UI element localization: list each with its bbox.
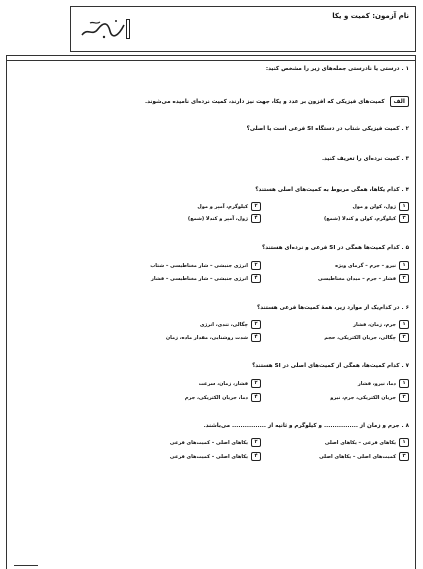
q5-option-3[interactable] <box>318 274 409 283</box>
q8-option-4[interactable] <box>170 452 261 461</box>
option-text: دما، جریان الکتریکی، جرم <box>184 395 248 401</box>
question-1-part-a <box>145 96 409 107</box>
option-number: ۴ <box>251 274 261 283</box>
part-a-label: الف <box>390 96 409 107</box>
option-text: ژول، آمپر و کندلا (شمع) <box>187 216 248 222</box>
content-inner-top-border <box>6 60 416 61</box>
question-7-text: کدام کمیت‌ها، همگی از کمیت‌های اصلی در SI هستند؟ <box>252 363 400 369</box>
brand-logo <box>80 17 132 41</box>
option-number: ۴ <box>251 333 261 342</box>
question-1-number: ۱ . <box>401 66 409 72</box>
option-number: ۳ <box>399 274 409 283</box>
option-text: یکاهای فرعی – یکاهای اصلی <box>324 440 396 446</box>
option-text: فشار – جرم – میدان مغناطیسی <box>318 276 396 282</box>
option-text: چگالی، جریان الکتریکی، حجم <box>324 335 396 341</box>
q7-option-4[interactable] <box>185 393 261 402</box>
q5-option-4[interactable] <box>151 274 261 283</box>
q7-option-1[interactable] <box>358 379 409 388</box>
q5-option-1[interactable] <box>335 261 409 270</box>
option-text: چگالی، تندی، انرژی <box>199 322 248 328</box>
option-text: یکاهای اصلی – کمیت‌های فرعی <box>169 454 248 460</box>
part-a-text: کمیت‌های فیزیکی که افزون بر عدد و یکا، جهت نیز دارند، کمیت نرده‌ای نامیده می‌شوند. <box>145 99 385 105</box>
content-right-border <box>415 55 416 569</box>
option-number: ۴ <box>251 452 261 461</box>
option-number: ۱ <box>399 320 409 329</box>
q4-option-3[interactable] <box>324 214 409 223</box>
option-text: کیلوگرم، آمپر و مول <box>197 204 248 210</box>
question-5 <box>262 245 409 251</box>
question-7-number: ۷ . <box>401 363 409 369</box>
question-6-number: ۶ . <box>401 305 409 311</box>
question-1-text: درستی یا نادرستی جمله‌های زیر را مشخص کنید: <box>265 66 400 72</box>
q8-option-1[interactable] <box>325 438 409 447</box>
option-number: ۲ <box>251 379 261 388</box>
question-3 <box>322 156 409 162</box>
option-number: ۲ <box>251 202 261 211</box>
exam-title: نام آزمون: کمیت و یکا <box>332 12 409 20</box>
content-top-border <box>6 55 416 56</box>
option-text: نیرو – جرم – گرمای ویژه <box>335 263 396 269</box>
question-1 <box>266 66 409 72</box>
option-number: ۱ <box>399 438 409 447</box>
q4-option-1[interactable] <box>352 202 409 211</box>
option-number: ۳ <box>399 393 409 402</box>
question-3-text: کمیت نرده‌ای را تعریف کنید. <box>321 156 400 162</box>
option-number: ۱ <box>399 202 409 211</box>
option-number: ۱ <box>399 379 409 388</box>
question-6 <box>257 305 409 311</box>
option-number: ۳ <box>399 214 409 223</box>
question-3-number: ۳ . <box>401 156 409 162</box>
question-4-number: ۴ . <box>401 187 409 193</box>
content-left-border <box>6 55 7 569</box>
footer-line <box>14 565 38 566</box>
option-text: یکاهای اصلی – کمیت‌های فرعی <box>169 440 248 446</box>
question-2-text: کمیت فیزیکی شتاب در دستگاه SI فرعی است یا اصلی؟ <box>246 126 400 132</box>
option-number: ۲ <box>251 261 261 270</box>
option-number: ۱ <box>399 261 409 270</box>
q6-option-1[interactable] <box>353 320 409 329</box>
option-text: کمیت‌های اصلی – یکاهای اصلی <box>319 454 396 460</box>
option-text: جریان الکتریکی، جرم، نیرو <box>330 395 396 401</box>
option-number: ۲ <box>251 320 261 329</box>
option-text: ژول، کولن و مول <box>352 204 396 210</box>
option-text: انرژی جنبشی – شار مغناطیسی – فشار <box>151 276 248 282</box>
option-number: ۲ <box>251 438 261 447</box>
q6-option-3[interactable] <box>324 333 409 342</box>
question-8 <box>204 423 409 429</box>
q7-option-3[interactable] <box>330 393 409 402</box>
question-7 <box>252 363 409 369</box>
q6-option-2[interactable] <box>200 320 261 329</box>
header-bottom-border <box>70 51 416 52</box>
q5-option-2[interactable] <box>150 261 261 270</box>
option-text: فشار، زمان، سرعت <box>198 381 248 387</box>
option-number: ۴ <box>251 214 261 223</box>
question-4 <box>255 187 409 193</box>
question-5-text: کدام کمیت‌ها همگی در SI فرعی و نرده‌ای هستند؟ <box>261 245 400 251</box>
option-text: انرژی جنبشی – شار مغناطیسی – شتاب <box>150 263 248 269</box>
question-2-number: ۲ . <box>401 126 409 132</box>
header-top-border <box>70 6 416 7</box>
q4-option-2[interactable] <box>197 202 261 211</box>
option-number: ۳ <box>399 333 409 342</box>
option-number: ۴ <box>251 393 261 402</box>
q7-option-2[interactable] <box>199 379 261 388</box>
header-left-border <box>70 6 71 52</box>
question-4-text: کدام یکاها، همگی مربوط به کمیت‌های اصلی هستند؟ <box>255 187 400 193</box>
header-right-border <box>415 6 416 52</box>
q8-option-2[interactable] <box>170 438 261 447</box>
option-text: شدت روشنایی، مقدار ماده، زمان <box>165 335 248 341</box>
option-text: دما، نیرو، فشار <box>357 381 396 387</box>
option-text: جرم، زمان، فشار <box>353 322 396 328</box>
q8-option-3[interactable] <box>319 452 409 461</box>
option-text: کیلوگرم، کولن و کندلا (شمع) <box>323 216 396 222</box>
q6-option-4[interactable] <box>166 333 261 342</box>
question-6-text: در کدام‌یک از موارد زیر، همهٔ کمیت‌ها فرعی هستند؟ <box>257 305 400 311</box>
question-8-text: جرم و زمان از ................ و کیلوگرم و ثانیه از ................ می‌باشند. <box>203 423 400 429</box>
question-2 <box>247 126 409 132</box>
question-8-number: ۸ . <box>401 423 409 429</box>
option-number: ۳ <box>399 452 409 461</box>
question-5-number: ۵ . <box>401 245 409 251</box>
q4-option-4[interactable] <box>188 214 261 223</box>
